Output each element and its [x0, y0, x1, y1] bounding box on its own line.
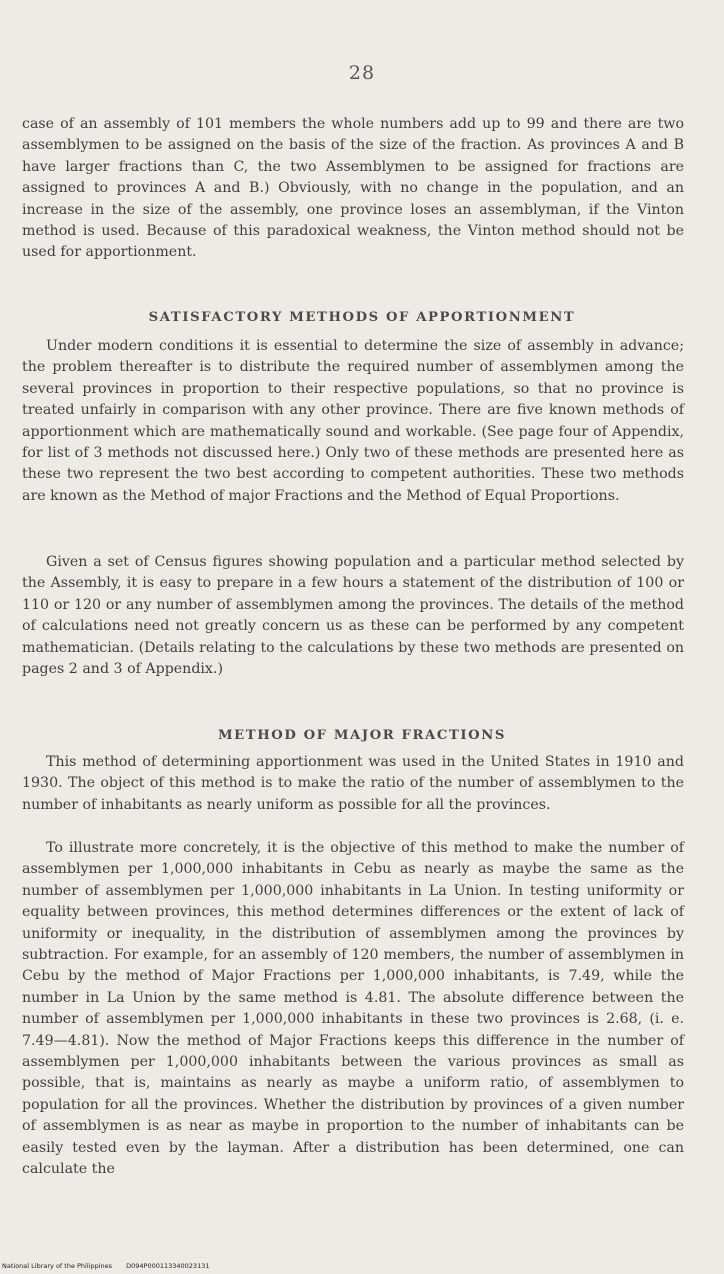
paragraph-vinton-conclusion: case of an assembly of 101 members the whole numbers add up to 99 and there are two assemblymen to be assigned on the basis of the size of the fraction. As provinces A and B have larger fractions than C, the two Assemblymen to be assigned for fractions are assigned to provinces A and B.) Obviously, with no change in the population, and an increase in the size of the assembly, one province loses an assemblyman, if the Vinton method is used. Because of this paradoxical weakness, the Vinton method should not be used for apportionment.: [22, 116, 684, 261]
paragraph-modern-conditions: Under modern conditions it is essential to determine the size of assembly in advance; the problem thereafter is to distribute the required number of assemblymen among the several provinces in proportion to their respective populations, so that no province is treated unfairly in comparison with any other province. There are five known methods of apportionment which are mathematically sound and workable. (See page four of Appendix, for list of 3 methods not discussed here.) Only two of these methods are presented here as these two represent the two best according to competent authorities. These two methods are known as the Method of major Fractions and the Method of Equal Proportions.: [22, 338, 684, 504]
paragraph-concrete-illustration: To illustrate more concretely, it is the objective of this method to make the number of assemblymen per 1,000,000 inhabitants in Cebu as nearly as maybe the same as the number of assemblymen per 1,000,000 inhabitants in La Union. In testing uniformity or equality between provinces, this method determines differences or the extent of lack of uniformity or inequality, in the distribution of assemblymen among the provinces by subtraction. For example, for an assembly of 120 members, the number of assemblymen in Cebu by the method of Major Fractions per 1,000,000 inhabitants, is 7.49, while the number in La Union by the same method is 4.81. The absolute difference between the number of assemblymen per 1,000,000 inhabitants in these two provinces is 2.68, (i. e. 7.49—4.81). Now the method of Major Fractions keeps this difference in the number of assemblymen per 1,000,000 inhabitants between the various provinces as small as possible, that is, maintains as nearly as maybe a uniform ratio, of assemblymen to population for all the provinces. Whether the distribution by provinces of a given number of assemblymen is as near as maybe in proportion to the number of inhabitants can be easily tested even by the layman. After a distribution has been determined, one can calculate the: [22, 840, 684, 1178]
heading-major-fractions: METHOD OF MAJOR FRACTIONS: [217, 728, 507, 743]
footer-credit: [2, 1262, 221, 1270]
footer-code: D094P000113340023131: [126, 1262, 210, 1270]
heading-satisfactory-methods: SATISFACTORY METHODS OF APPORTIONMENT: [148, 310, 576, 325]
footer-library: National Library of the Philippines: [2, 1262, 113, 1270]
page-number: 28: [348, 62, 376, 84]
paragraph-census-figures: Given a set of Census figures showing population and a particular method selected by the Assembly, it is easy to prepare in a few hours a statement of the distribution of 100 or 110 or 120 or any number of assemblymen among the provinces. The details of the method of calculations need not greatly concern us as these can be performed by any competent mathematician. (Details relating to the calculations by these two methods are presented on pages 2 and 3 of Appendix.): [22, 554, 684, 678]
paragraph-major-fractions-intro: This method of determining apportionment was used in the United States in 1910 and 1930. The object of this method is to make the ratio of the number of assemblymen to the number of inhabitants as nearly uniform as possible for all the provinces.: [22, 754, 684, 813]
